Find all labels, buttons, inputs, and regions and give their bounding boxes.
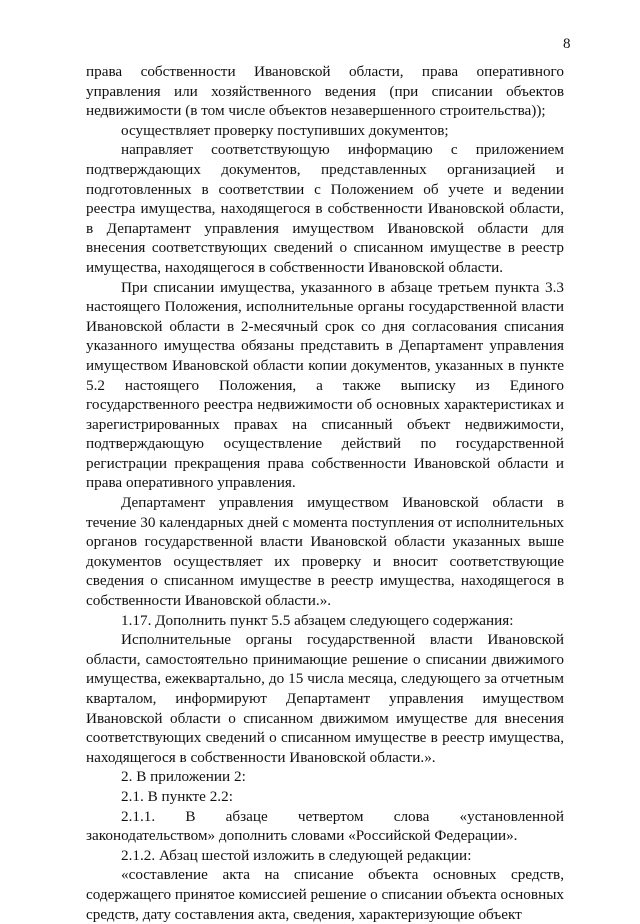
paragraph: 2.1.1. В абзаце четвертом слова «установленной законодательством» дополнить словами «Российской Федерации». [86, 807, 564, 845]
paragraph: права собственности Ивановской области, права оперативного управления или хозяйственного ведения (при списании объектов недвижимости (в том числе объектов незавершенного строительства)); [86, 63, 564, 120]
paragraph: осуществляет проверку поступивших документов; [121, 121, 449, 139]
paragraph: «составление акта на списание объекта основных средств, содержащего принятое комиссией решение о списании объекта основных средств, дату составления акта, сведения, характеризующие объект [86, 866, 564, 923]
page-number: 8 [563, 36, 571, 52]
paragraph: Исполнительные органы государственной власти Ивановской области, самостоятельно принимающие решение о списании движимого имущества, ежеквартально, до 15 числа месяца, следующего за отчетным кварталом, информируют Департамент управления имуществом Ивановской области о списанном движимом имуществе для внесения соответствующих сведений о списанном имуществе в реестр имущества, находящегося в собственности Ивановской области.». [86, 631, 564, 766]
paragraph: направляет соответствующую информацию с приложением подтверждающих документов, представленных организацией и подготовленных в соответствии с Положением об учете и ведении реестра имущества, находящегося в собственности Ивановской области, в Департамент управления имуществом Ивановской области для внесения соответствующих сведений о списанном имуществе в реестр имущества, находящегося в собственности Ивановской области. [86, 141, 564, 276]
paragraph: 2.1. В пункте 2.2: [121, 787, 233, 805]
document-body [86, 62, 564, 924]
paragraph: 2. В приложении 2: [121, 768, 246, 786]
paragraph: При списании имущества, указанного в абзаце третьем пункта 3.3 настоящего Положения, исполнительные органы государственной власти Ивановской области в 2-месячный срок со дня согласования списания указанного имущества обязаны представить в Департамент управления имуществом Ивановской области копии документов, указанных в пункте 5.2 настоящего Положения, а также выписку из Единого государственного реестра недвижимости об основных характеристиках и зарегистрированных правах на списанный объект недвижимости, подтверждающую осуществление действий по государственной регистрации прекращения права собственности Ивановской области и права оперативного управления. [86, 278, 564, 492]
paragraph: 2.1.2. Абзац шестой изложить в следующей редакции: [121, 846, 472, 864]
paragraph: 1.17. Дополнить пункт 5.5 абзацем следующего содержания: [121, 611, 514, 629]
paragraph: Департамент управления имуществом Ивановской области в течение 30 календарных дней с момента поступления от исполнительных органов государственной власти Ивановской области указанных выше документов осуществляет их проверку и вносит соответствующие сведения о списанном имуществе в реестр имущества, находящегося в собственности Ивановской области.». [86, 494, 564, 610]
